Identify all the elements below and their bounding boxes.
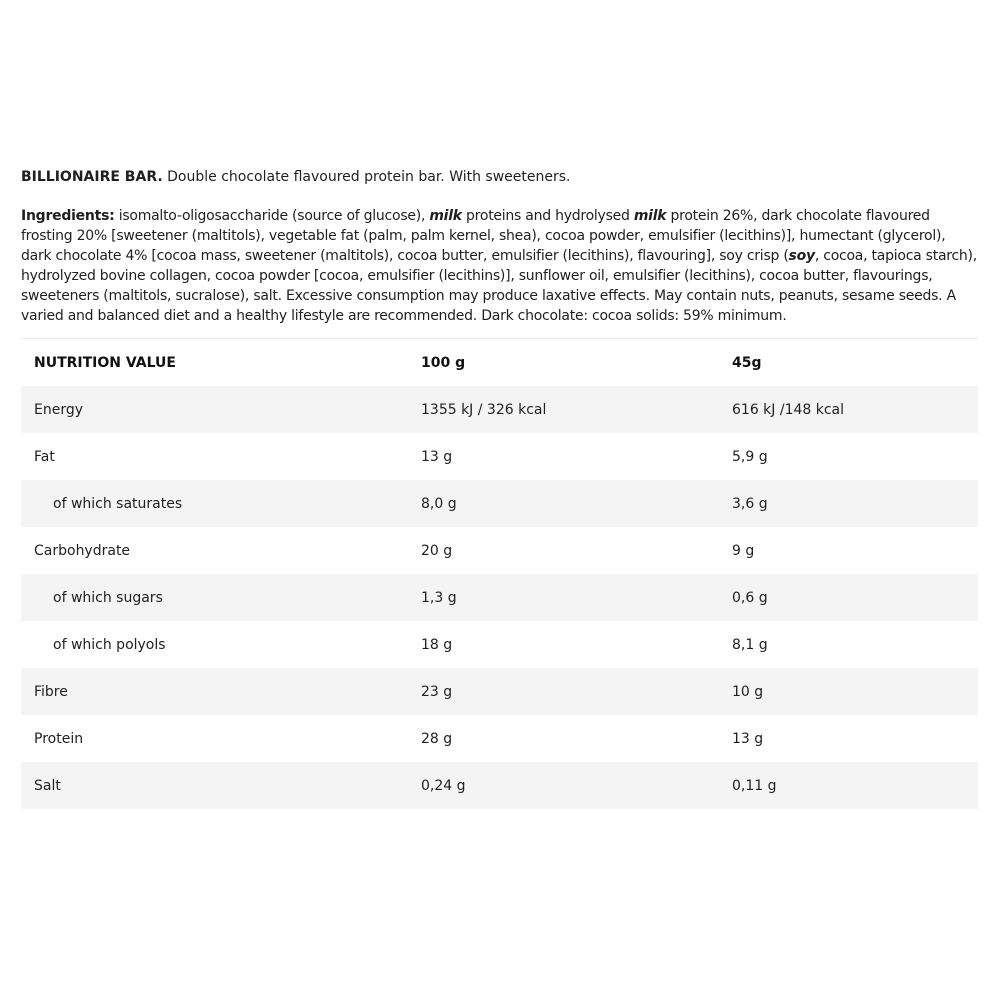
value-per-100g: 20 g [421, 542, 453, 559]
value-per-100g: 13 g [421, 448, 453, 465]
value-per-45g: 13 g [732, 730, 764, 747]
table-row [21, 574, 978, 621]
ingredients-segment: isomalto-oligosaccharide (source of glucose), [114, 208, 430, 224]
value-per-100g: 0,24 g [421, 777, 466, 794]
nutrient-name: Fibre [34, 683, 68, 700]
table-row [21, 527, 978, 574]
nutrient-name: of which saturates [53, 495, 183, 512]
table-row [21, 668, 978, 715]
nutrition-header-row [21, 339, 978, 387]
allergen-term: milk [429, 208, 462, 224]
value-per-100g: 1,3 g [421, 589, 457, 606]
value-per-45g: 5,9 g [732, 448, 768, 465]
nutrient-name: Energy [34, 401, 84, 418]
nutrient-name: of which polyols [53, 636, 166, 653]
nutrient-name: Protein [34, 730, 84, 747]
value-per-45g: 10 g [732, 683, 764, 700]
value-per-100g: 8,0 g [421, 495, 457, 512]
ingredients-segment: protein 26%, dark chocolate flavoured frosting 20% [sweetener (maltitols), vegetable fat (palm, palm kernel, shea), cocoa powder, emulsifier (lecithins)], humectant (glycerol), dark chocolate 4% [cocoa mass, sweetener (maltitols), cocoa butter, emulsifier (lecithins), flavouring], soy crisp ( [21, 208, 946, 264]
table-row [21, 621, 978, 668]
value-per-45g: 0,6 g [732, 589, 768, 606]
header-nutrition-value: NUTRITION VALUE [34, 354, 176, 371]
nutrient-name: Salt [34, 777, 61, 794]
product-info [21, 166, 978, 809]
nutrition-rows [21, 386, 978, 809]
ingredients-label: Ingredients: [21, 208, 115, 224]
product-name: BILLIONAIRE BAR. [21, 169, 163, 185]
table-row [21, 433, 978, 480]
value-per-100g: 23 g [421, 683, 453, 700]
value-per-100g: 18 g [421, 636, 453, 653]
table-row [21, 386, 978, 433]
value-per-45g: 9 g [732, 542, 755, 559]
nutrient-name: of which sugars [53, 589, 163, 606]
value-per-45g: 8,1 g [732, 636, 768, 653]
allergen-term: milk [633, 208, 667, 224]
value-per-45g: 616 kJ /148 kcal [732, 401, 845, 418]
value-per-100g: 28 g [421, 730, 453, 747]
ingredients-segment: proteins and hydrolysed [461, 208, 634, 224]
value-per-45g: 0,11 g [732, 777, 777, 794]
table-row [21, 715, 978, 762]
table-row [21, 480, 978, 527]
value-per-100g: 1355 kJ / 326 kcal [421, 401, 547, 418]
nutrient-name: Carbohydrate [34, 542, 131, 559]
product-description: Double chocolate flavoured protein bar. With sweeteners. [162, 169, 571, 185]
ingredients-segment: , cocoa, tapioca starch), hydrolyzed bovine collagen, cocoa powder [cocoa, emulsifier (lecithins)], sunflower oil, emulsifier (lecithins), cocoa butter, flavourings, sweeteners (maltitols, sucralose), salt. Excessive consumption may produce laxative effects. May contain nuts, peanuts, sesame seeds. A varied and balanced diet and a healthy lifestyle are recommended. Dark chocolate: cocoa solids: 59% minimum. [21, 248, 977, 324]
header-per-100g: 100 g [421, 354, 466, 371]
value-per-45g: 3,6 g [732, 495, 768, 512]
table-row [21, 762, 978, 809]
ingredients-text [21, 206, 978, 326]
allergen-term: soy [788, 248, 815, 264]
product-heading [21, 166, 978, 188]
nutrition-table [21, 338, 978, 809]
header-per-45g: 45g [732, 354, 762, 371]
nutrient-name: Fat [34, 448, 55, 465]
